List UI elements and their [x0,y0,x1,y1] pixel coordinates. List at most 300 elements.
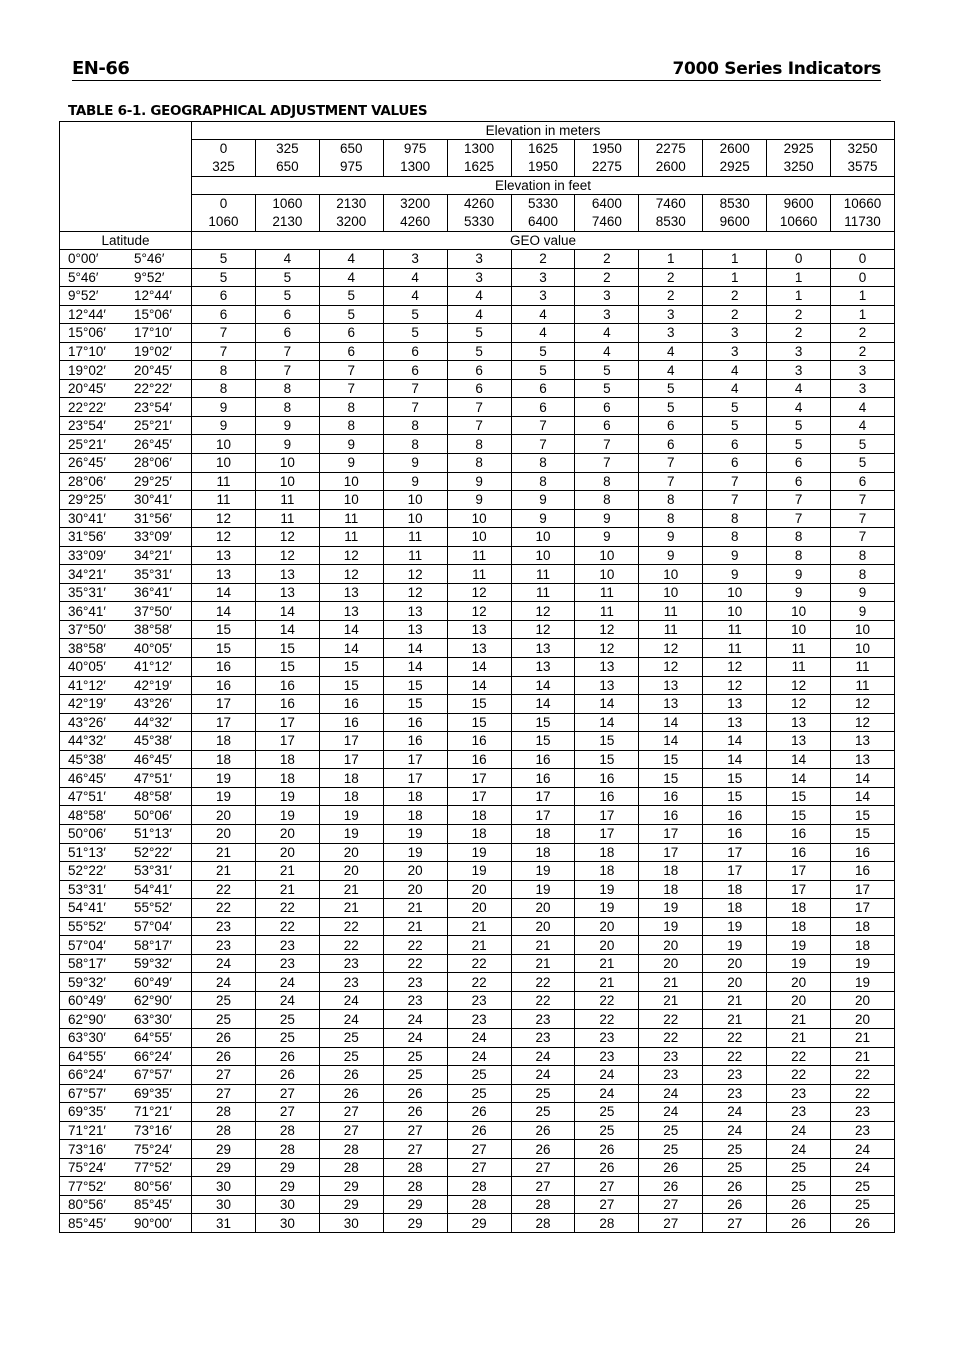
meters-range-cell [319,140,383,177]
geo-value-cell: 15 [703,787,767,806]
table-row [60,1121,895,1140]
geo-value-cell: 22 [511,973,575,992]
geo-value-cell: 11 [383,546,447,565]
latitude-range-cell [60,268,192,287]
corner-cell [60,122,192,140]
range-to: 9600 [719,214,750,229]
geo-value-cell: 15 [192,620,256,639]
geo-value-cell: 10 [639,565,703,584]
range-to: 1300 [400,159,431,174]
geo-value-cell: 7 [575,454,639,473]
geo-value-cell: 25 [575,1121,639,1140]
geo-value-cell: 19 [703,936,767,955]
geo-value-cell: 6 [511,379,575,398]
latitude-from: 36°41′ [68,603,106,619]
geo-value-cell: 22 [639,1010,703,1029]
geo-value-cell: 21 [831,1047,895,1066]
geo-value-cell: 13 [511,639,575,658]
geo-value-cell: 17 [703,843,767,862]
range-from: 9600 [783,196,814,211]
geo-value-cell: 19 [767,936,831,955]
geo-value-cell: 26 [383,1084,447,1103]
geo-value-cell: 1 [831,287,895,306]
geo-value-cell: 29 [319,1195,383,1214]
geo-value-cell: 15 [831,806,895,825]
range-from: 0 [219,141,228,156]
range-from: 1060 [272,196,303,211]
latitude-from: 0°00′ [68,251,99,267]
latitude-from: 55°52′ [68,918,106,934]
geo-value-cell: 29 [447,1214,511,1233]
table-row [60,787,895,806]
geo-value-cell: 21 [192,862,256,881]
geo-value-cell: 7 [511,416,575,435]
geo-value-cell: 14 [575,713,639,732]
latitude-to: 64°55′ [134,1030,172,1046]
latitude-from: 38°58′ [68,640,106,656]
latitude-to: 60°49′ [134,974,172,990]
geo-value-cell: 20 [447,899,511,918]
geo-value-cell: 22 [255,899,319,918]
geo-value-cell: 21 [255,862,319,881]
geo-value-cell: 16 [383,732,447,751]
geo-value-cell: 25 [319,1028,383,1047]
geo-value-cell: 19 [831,973,895,992]
geo-value-cell: 5 [319,305,383,324]
geo-value-cell: 3 [447,250,511,269]
latitude-from: 58°17′ [68,956,106,972]
range-from: 4260 [464,196,495,211]
geo-value-cell: 16 [831,862,895,881]
geo-value-cell: 21 [319,880,383,899]
geo-value-cell: 7 [447,398,511,417]
geo-value-cell: 21 [383,899,447,918]
geo-value-cell: 13 [319,583,383,602]
geo-value-cell: 22 [639,1028,703,1047]
latitude-to: 66°24′ [134,1048,172,1064]
geo-value-cell: 26 [703,1177,767,1196]
range-from: 975 [403,141,427,156]
latitude-from: 23°54′ [68,418,106,434]
geo-value-cell: 3 [447,268,511,287]
geo-value-cell: 12 [447,602,511,621]
geo-adjustment-table [59,121,895,1233]
geo-value-cell: 23 [447,991,511,1010]
corner-cell [60,177,192,195]
geo-value-cell: 12 [831,695,895,714]
geo-value-cell: 30 [192,1195,256,1214]
latitude-to: 15°06′ [134,306,172,322]
geo-value-cell: 9 [192,416,256,435]
table-title: TABLE 6-1. GEOGRAPHICAL ADJUSTMENT VALUES [68,103,428,119]
geo-value-cell: 18 [703,880,767,899]
geo-value-cell: 12 [767,676,831,695]
geo-value-cell: 5 [639,398,703,417]
geo-value-cell: 17 [767,862,831,881]
geo-value-cell: 20 [703,973,767,992]
geo-value-cell: 5 [831,454,895,473]
product-title: 7000 Series Indicators [672,59,881,79]
geo-value-cell: 13 [767,713,831,732]
geo-value-cell: 14 [192,602,256,621]
table-row [60,620,895,639]
geo-value-cell: 25 [511,1103,575,1122]
geo-value-cell: 25 [192,991,256,1010]
geo-value-cell: 11 [319,528,383,547]
geo-value-cell: 27 [447,1140,511,1159]
geo-value-cell: 26 [639,1158,703,1177]
geo-value-cell: 18 [639,880,703,899]
table-row [60,583,895,602]
latitude-to: 35°31′ [134,566,172,582]
geo-value-cell: 27 [511,1158,575,1177]
geo-value-cell: 20 [192,806,256,825]
latitude-from: 37°50′ [68,622,106,638]
latitude-range-cell [60,305,192,324]
geo-value-cell: 12 [703,658,767,677]
latitude-range-cell [60,917,192,936]
geo-value-cell: 11 [511,565,575,584]
geo-value-cell: 19 [447,862,511,881]
geo-value-cell: 17 [639,824,703,843]
geo-value-cell: 28 [319,1158,383,1177]
latitude-range-cell [60,1177,192,1196]
geo-value-cell: 22 [447,954,511,973]
geo-value-cell: 11 [255,509,319,528]
geo-value-cell: 16 [447,750,511,769]
geo-value-cell: 13 [831,732,895,751]
geo-value-cell: 1 [703,250,767,269]
geo-value-cell: 3 [511,287,575,306]
geo-value-cell: 15 [511,713,575,732]
geo-value-cell: 7 [319,379,383,398]
geo-value-cell: 13 [511,658,575,677]
geo-value-cell: 19 [255,806,319,825]
latitude-range-cell [60,1121,192,1140]
meters-range-row [60,140,895,177]
geo-value-cell: 27 [511,1177,575,1196]
latitude-to: 12°44′ [134,288,172,304]
geo-value-cell: 17 [575,824,639,843]
geo-value-cell: 4 [639,342,703,361]
latitude-to: 36°41′ [134,585,172,601]
geo-value-cell: 19 [255,787,319,806]
geo-value-cell: 4 [319,250,383,269]
geo-value-cell: 8 [447,454,511,473]
latitude-range-cell [60,1214,192,1233]
latitude-to: 38°58′ [134,622,172,638]
table-row [60,806,895,825]
geo-value-cell: 21 [383,917,447,936]
geo-value-cell: 3 [831,361,895,380]
geo-value-cell: 2 [703,287,767,306]
geo-value-cell: 9 [447,491,511,510]
geo-value-cell: 25 [639,1140,703,1159]
geo-value-cell: 18 [575,843,639,862]
geo-value-cell: 9 [383,472,447,491]
geo-value-cell: 23 [639,1066,703,1085]
latitude-range-cell [60,1066,192,1085]
latitude-caption: Latitude [60,232,192,250]
latitude-to: 67°57′ [134,1067,172,1083]
geo-value-cell: 10 [447,528,511,547]
geo-value-cell: 2 [767,305,831,324]
geo-value-cell: 9 [447,472,511,491]
geo-value-cell: 12 [319,565,383,584]
geo-value-cell: 6 [255,305,319,324]
geo-value-cell: 26 [192,1028,256,1047]
geo-value-cell: 4 [703,379,767,398]
geo-value-cell: 17 [767,880,831,899]
geo-value-cell: 20 [639,936,703,955]
geo-value-cell: 13 [192,565,256,584]
geo-value-cell: 7 [767,491,831,510]
geo-value-cell: 22 [319,936,383,955]
latitude-range-cell [60,1084,192,1103]
latitude-from: 19°02′ [68,362,106,378]
latitude-range-cell [60,862,192,881]
geo-value-cell: 24 [767,1140,831,1159]
geo-value-cell: 23 [383,991,447,1010]
geo-value-cell: 4 [511,305,575,324]
geo-value-cell: 25 [255,1028,319,1047]
latitude-range-cell [60,491,192,510]
geo-value-cell: 7 [575,435,639,454]
latitude-from: 59°32′ [68,974,106,990]
geo-value-cell: 16 [255,676,319,695]
geo-value-cell: 25 [192,1010,256,1029]
geo-value-cell: 15 [319,658,383,677]
meters-range-cell [703,140,767,177]
latitude-to: 25°21′ [134,418,172,434]
geo-value-cell: 25 [319,1047,383,1066]
geo-value-cell: 18 [639,862,703,881]
geo-value-cell: 24 [575,1084,639,1103]
latitude-from: 73°16′ [68,1141,106,1157]
latitude-to: 59°32′ [134,956,172,972]
geo-value-cell: 16 [575,769,639,788]
geo-value-cell: 15 [447,695,511,714]
meters-range-cell [447,140,511,177]
latitude-to: 43°26′ [134,696,172,712]
latitude-to: 9°52′ [134,269,165,285]
geo-value-cell: 7 [192,342,256,361]
page-header [72,58,881,81]
range-to: 325 [212,159,235,174]
geo-value-cell: 31 [192,1214,256,1233]
latitude-to: 85°45′ [134,1197,172,1213]
geo-value-cell: 24 [703,1103,767,1122]
geo-value-cell: 7 [383,379,447,398]
geo-value-cell: 27 [255,1103,319,1122]
latitude-range-cell [60,750,192,769]
latitude-from: 52°22′ [68,863,106,879]
geo-value-cell: 16 [192,658,256,677]
geo-value-cell: 12 [447,583,511,602]
geo-value-cell: 5 [511,361,575,380]
geo-value-cell: 4 [767,398,831,417]
geo-value-cell: 27 [447,1158,511,1177]
geo-value-cell: 10 [511,546,575,565]
latitude-range-cell [60,695,192,714]
geo-value-cell: 9 [192,398,256,417]
geo-value-cell: 14 [319,639,383,658]
geo-value-cell: 7 [255,342,319,361]
geo-value-cell: 4 [383,287,447,306]
latitude-to: 44°32′ [134,714,172,730]
geo-value-cell: 17 [703,862,767,881]
geo-value-cell: 3 [511,268,575,287]
latitude-from: 71°21′ [68,1122,106,1138]
geo-value-cell: 16 [447,732,511,751]
geo-value-cell: 14 [192,583,256,602]
latitude-from: 5°46′ [68,269,99,285]
geo-value-cell: 23 [319,954,383,973]
geo-value-cell: 4 [319,268,383,287]
geo-value-cell: 14 [255,620,319,639]
geo-value-cell: 8 [383,416,447,435]
latitude-from: 69°35′ [68,1104,106,1120]
geo-value-cell: 2 [575,250,639,269]
geo-value-cell: 6 [383,361,447,380]
meters-caption: Elevation in meters [192,122,895,140]
latitude-range-cell [60,713,192,732]
geo-value-cell: 10 [192,454,256,473]
range-to: 2130 [272,214,303,229]
geo-value-cell: 18 [575,862,639,881]
geo-value-cell: 6 [319,342,383,361]
table-row [60,435,895,454]
geo-value-cell: 19 [383,824,447,843]
geo-value-cell: 24 [511,1066,575,1085]
geo-value-cell: 18 [447,806,511,825]
geo-value-cell: 14 [319,620,383,639]
geo-value-cell: 25 [831,1195,895,1214]
geo-value-cell: 25 [511,1084,575,1103]
latitude-from: 53°31′ [68,881,106,897]
geo-value-cell: 14 [575,695,639,714]
latitude-from: 77°52′ [68,1178,106,1194]
geo-value-cell: 5 [639,379,703,398]
latitude-from: 15°06′ [68,325,106,341]
geo-value-cell: 23 [703,1066,767,1085]
geo-value-cell: 23 [767,1084,831,1103]
geo-value-cell: 18 [383,806,447,825]
latitude-from: 57°04′ [68,937,106,953]
geo-value-cell: 5 [575,361,639,380]
geo-value-cell: 28 [255,1140,319,1159]
geo-value-cell: 25 [575,1103,639,1122]
geo-value-cell: 28 [511,1214,575,1233]
latitude-range-cell [60,936,192,955]
geo-value-cell: 28 [575,1214,639,1233]
latitude-range-cell [60,880,192,899]
latitude-range-cell [60,1103,192,1122]
geo-value-cell: 7 [383,398,447,417]
range-from: 8530 [719,196,750,211]
geo-value-cell: 17 [255,732,319,751]
table-row [60,936,895,955]
latitude-from: 64°55′ [68,1048,106,1064]
geo-value-cell: 13 [639,676,703,695]
range-from: 10660 [843,196,882,211]
latitude-to: 75°24′ [134,1141,172,1157]
latitude-from: 12°44′ [68,306,106,322]
geo-value-cell: 18 [767,917,831,936]
geo-value-cell: 14 [639,713,703,732]
geo-value-cell: 13 [255,583,319,602]
geo-value-cell: 5 [767,416,831,435]
latitude-range-cell [60,899,192,918]
geo-value-cell: 3 [383,250,447,269]
latitude-to: 51°13′ [134,826,172,842]
geo-value-cell: 6 [703,435,767,454]
geo-value-cell: 5 [383,324,447,343]
geo-value-cell: 26 [703,1195,767,1214]
geo-value-cell: 26 [319,1084,383,1103]
latitude-from: 9°52′ [68,288,99,304]
geo-value-cell: 9 [575,509,639,528]
geo-value-cell: 16 [639,787,703,806]
geo-value-cell: 6 [831,472,895,491]
latitude-from: 41°12′ [68,677,106,693]
geo-value-cell: 28 [447,1195,511,1214]
geo-value-cell: 17 [447,787,511,806]
latitude-to: 28°06′ [134,455,172,471]
geo-value-cell: 23 [192,917,256,936]
geo-value-cell: 4 [447,287,511,306]
geo-value-cell: 25 [703,1158,767,1177]
latitude-from: 30°41′ [68,510,106,526]
latitude-range-cell [60,769,192,788]
geo-value-cell: 7 [831,509,895,528]
geo-value-cell: 6 [511,398,575,417]
geo-value-cell: 8 [767,546,831,565]
range-from: 0 [219,196,228,211]
geo-value-cell: 23 [511,1010,575,1029]
geo-value-cell: 2 [639,287,703,306]
range-to: 11730 [844,214,881,229]
feet-range-cell [383,195,447,232]
range-from: 1300 [464,141,495,156]
geo-value-cell: 17 [511,787,575,806]
table-row [60,1066,895,1085]
table-row [60,268,895,287]
geo-value-cell: 26 [767,1195,831,1214]
geo-value-cell: 9 [639,546,703,565]
geo-value-cell: 22 [575,991,639,1010]
geo-value-cell: 18 [192,750,256,769]
range-to: 7460 [591,214,622,229]
geo-value-cell: 21 [511,936,575,955]
geo-value-cell: 15 [703,769,767,788]
geo-value-cell: 21 [255,880,319,899]
geo-value-cell: 23 [703,1084,767,1103]
geo-value-cell: 8 [831,546,895,565]
geo-value-cell: 26 [383,1103,447,1122]
latitude-range-cell [60,973,192,992]
geo-value-cell: 27 [319,1103,383,1122]
table-row [60,565,895,584]
geo-value-cell: 20 [639,954,703,973]
table-row [60,546,895,565]
geo-value-cell: 11 [447,546,511,565]
geo-value-cell: 21 [703,1010,767,1029]
geo-value-cell: 17 [511,806,575,825]
geo-value-cell: 6 [447,361,511,380]
geo-value-cell: 12 [511,620,575,639]
meters-range-cell [192,140,256,177]
